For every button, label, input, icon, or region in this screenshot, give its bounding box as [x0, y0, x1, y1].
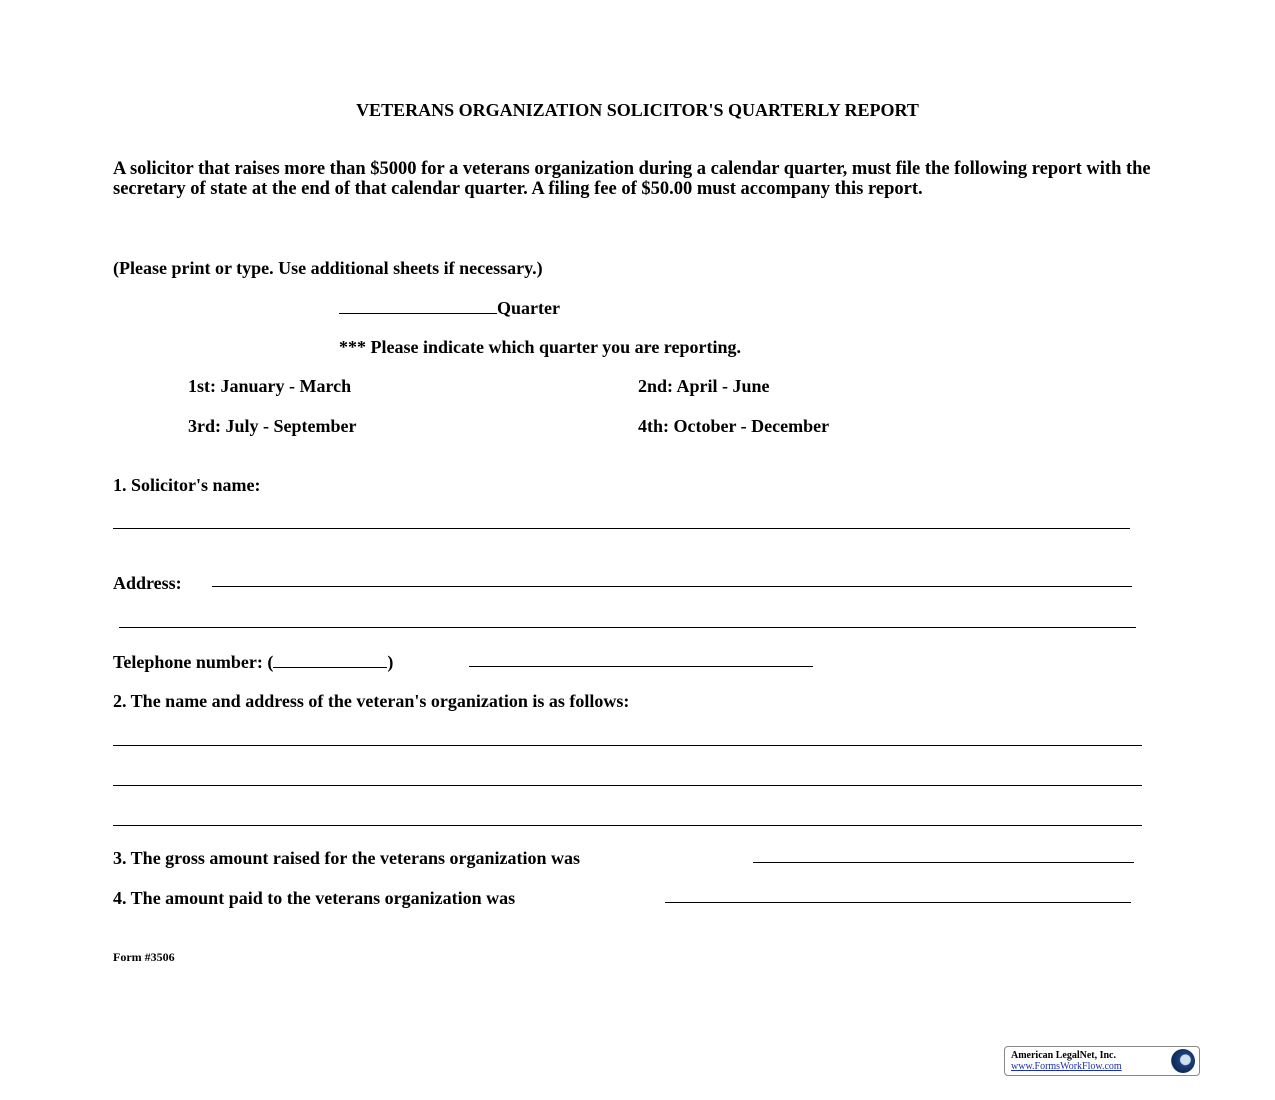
organization-field-1[interactable] [113, 745, 1142, 746]
quarter-field[interactable] [339, 299, 497, 314]
organization-label: 2. The name and address of the veteran's organization is as follows: [113, 691, 630, 711]
form-title: VETERANS ORGANIZATION SOLICITOR'S QUARTERLY REPORT [356, 100, 919, 120]
amount-paid-label: 4. The amount paid to the veterans organization was [113, 888, 516, 908]
telephone-row [113, 652, 393, 672]
telephone-label: Telephone number: ( [113, 652, 274, 672]
quarter-note: *** Please indicate which quarter you are reporting. [339, 337, 741, 357]
address-field-1[interactable] [212, 586, 1132, 587]
quarter-option-2: 2nd: April - June [638, 376, 770, 396]
american-legalnet-logo[interactable] [1004, 1046, 1200, 1076]
gross-amount-field[interactable] [753, 862, 1134, 863]
quarter-option-1: 1st: January - March [188, 376, 352, 396]
solicitor-name-field[interactable] [113, 528, 1130, 529]
address-label: Address: [113, 573, 182, 593]
quarter-label: Quarter [497, 298, 560, 318]
area-code-field[interactable] [273, 653, 387, 668]
gross-amount-label: 3. The gross amount raised for the veterans organization was [113, 848, 580, 868]
instructions: (Please print or type. Use additional sheets if necessary.) [113, 258, 543, 278]
address-field-2[interactable] [119, 627, 1136, 628]
quarter-option-3: 3rd: July - September [188, 416, 357, 436]
form-number: Form #3506 [113, 950, 175, 964]
logo-company: American LegalNet, Inc. [1011, 1050, 1116, 1061]
globe-icon [1171, 1049, 1195, 1073]
telephone-close-paren: ) [387, 652, 394, 672]
logo-url-link[interactable]: www.FormsWorkFlow.com [1011, 1061, 1122, 1072]
organization-field-2[interactable] [113, 785, 1142, 786]
quarter-option-4: 4th: October - December [638, 416, 830, 436]
quarter-row [339, 298, 560, 318]
solicitor-name-label: 1. Solicitor's name: [113, 475, 261, 495]
organization-field-3[interactable] [113, 825, 1142, 826]
amount-paid-field[interactable] [665, 902, 1131, 903]
intro-paragraph: A solicitor that raises more than $5000 for a veterans organization during a calendar quarter, must file the following report with the secretary of state at the end of that calendar quarter. A filing fee of $50.00 must accompany this report. [113, 159, 1151, 199]
telephone-number-field[interactable] [469, 666, 813, 667]
